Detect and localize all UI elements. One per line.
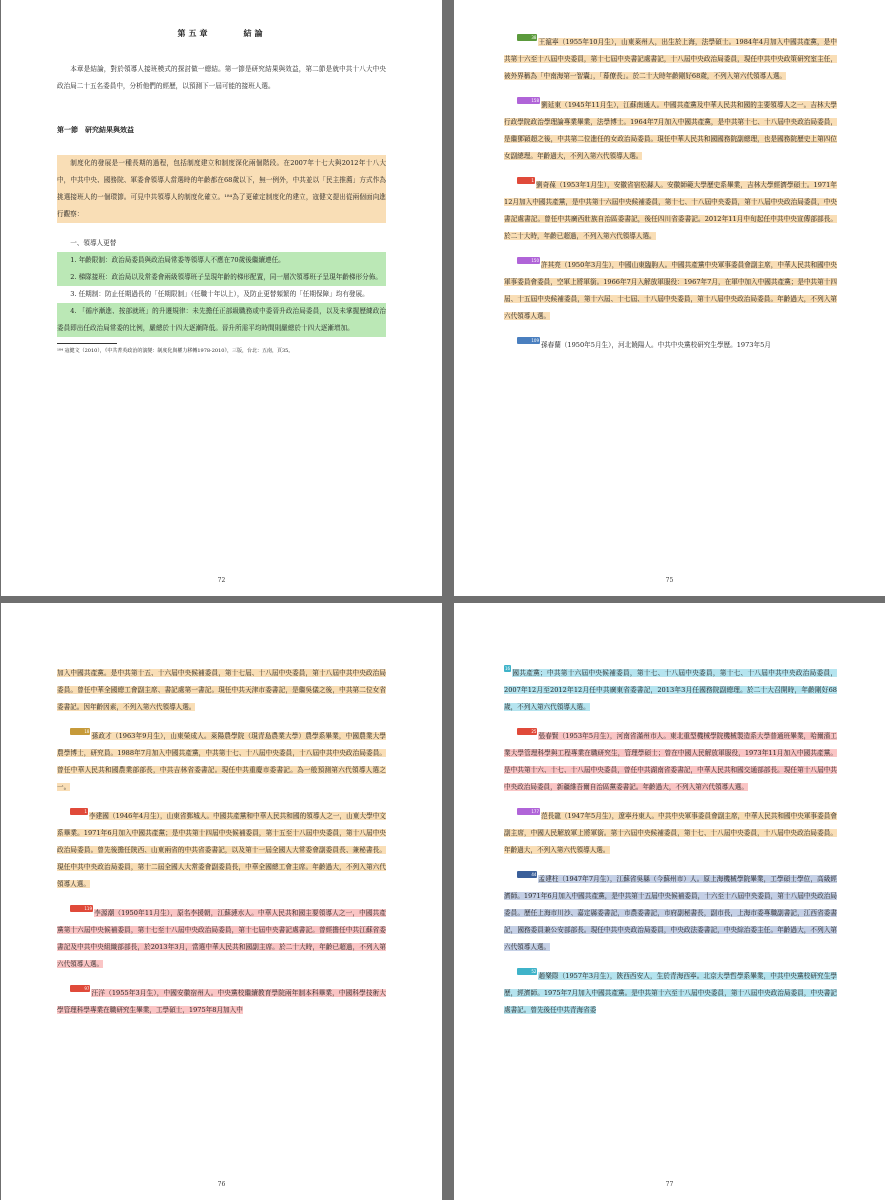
bio-paragraph: 150許其亮（1950年3月生），中國山東臨朐人。中國共產黨中央軍事委員會副主席，中華人民共和國中央軍事委員會委員，空軍上將軍銜。1966年7月入解放軍服役：1967年7月，在軍中加入中國共產黨；是中共第十四屆、十五屆中央候補委員，第十六屆、十七屆、十八屆中央委員，第十八屆中央政治局委員。年齡過大，不列入第六代領導人選。 [504, 258, 837, 320]
page-number: 77 [665, 1181, 674, 1188]
bio-paragraph: 25張春賢（1953年5月生），河南省滿州市人。東北重型機械學院機械製造系大學普通班畢業，哈爾濱工業大學管理科學與工程專業在職研究生，管理學碩士；曾在中國人民解放軍服役，1973年11月加入中國共產黨。是中共第十六、十七、十八屆中央委員，曾任中共湖南省委書記，中華人民共和國交通部部長。現任第十八屆中共中央政治局委員，新疆維吾爾自治區黨委書記。年齡過大，不列入第六代領導人選。 [504, 729, 837, 791]
section-title: 第一節 研究結果與效益 [57, 125, 134, 134]
annotation-tag: 38 [517, 34, 537, 41]
annotation-tag: 25 [517, 728, 537, 735]
bio-paragraph: 16國共產黨；中共第十六屆中央候補委員，第十七、十八屆中央委員，第十七、十八屆中共中央政治局委員，2007年12月至2012年12月任中共廣東省委書記，2013年3月任國務院副總理。於二十大召開時，年齡剛好68歲，不列入第六代領導人選。 [504, 666, 837, 711]
annotation-tag: 119 [70, 905, 93, 912]
list-item-1: 1. 年齡限制：政治局委員與政治局常委等領導人不應在70歲後繼續連任。 [57, 252, 386, 269]
list-title: 一、領導人更替 [70, 239, 117, 247]
page-75 [454, 0, 885, 596]
page-77 [454, 603, 885, 1200]
bio-paragraph: 1劉奇葆（1953年1月生），安徽省宿松縣人。安徽師範大學歷史系畢業，吉林大學經濟學碩士。1971年12月加入中國共產黨，是中共第十六屆中央候補委員，第十七、十八屆中央委員，第十八屆中央政治局委員，中央書記處書記。曾任中共廣西壯族自治區委書記，後任四川省委書記。2012年11月中旬起任中共中央宣傳部部長。於二十大時，年齡已超過，不列入第六代領導人選。 [504, 178, 837, 240]
annotation-tag: 97 [70, 985, 90, 992]
page-number: 75 [665, 577, 674, 584]
footnote: ¹⁸⁴ 寇健文（2010），《中共菁英政治的演變：制度化與權力移轉1978-2010》，三版，台北：五南，頁35。 [57, 348, 294, 354]
bio-paragraph: 97汪洋（1955年3月生），中國安徽宿州人。中央黨校繼續教育學院兩年制本科畢業，中國科學技術大學管理科學專業在職研究生畢業，工學碩士，1975年8月加入中 [57, 986, 386, 1014]
list-item-3: 3. 任期制：防止任期過長的「任期限制」（任職十年以上），及防止更替頻繁的「任期保障」均有發展。 [70, 290, 369, 298]
bio-paragraph: 119李源潮（1950年11月生），原名李援朝，江蘇漣水人。中華人民共和國主要領導人之一，中國共產黨第十六屆中央候補委員，第十七至十八屆中央政治局委員，第十七屆中央書記處書記。曾經擔任中共江蘇省委書記及中共中央組織部部長，於2013年3月，當選中華人民共和國副主席。於二十大時，年齡已超過，不列入第六代領導人選。 [57, 906, 386, 968]
bio-paragraph: 158劉延東（1945年11月生），江蘇南通人。中國共產黨及中華人民共和國的主要領導人之一。吉林大學行政學院政治學理論專業畢業，法學博士。1964年7月加入中國共產黨，是中共第十七、十八屆中央政治局委員，是繼鄧穎超之後，中共第二位進任的女政治局委員。現任中華人民共和國國務院副總理，也是國務院歷史上第四位女副總理。年齡過大，不列入第六代領導人選。 [504, 98, 837, 160]
chapter-intro: 本章是結論，對於領導人接班模式的探討做一總結。第一節是研究結果與效益，第二節是就中共十八大中央政治局二十五名委員中，分析他們的經歷，以預測下一屆可能的接班人選。 [57, 65, 386, 90]
bio-paragraph: 38王滬寧（1955年10月生），山東萊州人，出生於上海，法學碩士。1984年4月加入中國共產黨，是中共第十六至十八屆中央委員，第十七屆中央書記處書記，十八屆中央政治局委員，現任中共中央政策研究室主任，被外界稱為「中南海第一智囊」，「幕僚長」。於二十大時年齡剛好68歲，不列入第六代領導人選。 [504, 35, 837, 80]
page-number: 72 [217, 577, 226, 584]
chapter-title: 第五章 結論 [177, 28, 266, 38]
annotation-tag: 109 [517, 337, 540, 344]
annotation-tag: 150 [517, 257, 540, 264]
bio-paragraph: 加入中國共產黨。是中共第十五、十六屆中央候補委員，第十七屆、十八屆中央委員，第十八屆中共中央政治局委員。曾任中華全國總工會副主席、書記處第一書記。現任中共天津市委書記，是繼吳儀之後，中共第二位女省委書記。因年齡因素，不列入第六代領導人選。 [57, 669, 386, 711]
annotation-tag: 158 [517, 97, 540, 104]
annotation-tag: 44 [517, 871, 537, 878]
annotation-tag: 18 [70, 728, 90, 735]
footnote-divider [57, 343, 117, 344]
bio-paragraph: 109孫春蘭（1950年5月生），河北饒陽人。中共中央黨校研究生學歷。1973年5月 [504, 337, 837, 354]
annotation-tag: 52 [517, 968, 537, 975]
section-paragraph: 制度化的發展是一種長期的過程，包括制度建立和制度深化兩個階段。在2007年十七大與2012年十八大中，中共中央、國務院、軍委會領導人當選時的年齡都在68歲以下，無一例外，中共並以「民主推薦」方式作為挑選接班人的一個環節。可見中共領導人的制度化確立。¹⁸⁴為了更確定制度化的建立，寇健文提出從兩個面向進行觀察： [57, 155, 386, 223]
annotation-tag: 1 [517, 177, 535, 184]
bio-paragraph: 44孟建柱（1947年7月生），江蘇省吳縣（今蘇州市）人。原上海機械學院畢業，工學碩士學位，高級經濟師。1971年6月加入中國共產黨，是中共第十五屆中央候補委員，十六至十八屆中央委員，第十八屆中央政治局委員。歷任上海市川沙、嘉定縣委書記，市農委書記，市府副秘書長，副市長，上海市委專職副書記，江西省委書記，國務委員兼公安部部長。現任中共中央政治局委員，中央政法委書記，中央綜治委主任。年齡過大，不列入第六代領導人選。 [504, 872, 837, 951]
annotation-tag: 1 [70, 808, 88, 815]
page-72 [1, 0, 442, 596]
bio-paragraph: 177范長龍（1947年5月生），遼寧丹東人。中共中央軍事委員會副主席，中華人民共和國中央軍事委員會副主席，中國人民解放軍上將軍銜。第十六屆中央候補委員，第十七、十八屆中央委員，十八屆中央政治局委員。年齡過大，不列入第六代領導人選。 [504, 809, 837, 854]
list-item-2: 2. 梯隊接班：政治局以及常委會兩級領導班子呈現年齡的梯形配置，同一層次領導班子呈現年齡梯形分佈。 [57, 269, 386, 286]
bio-paragraph: 18孫政才（1963年9月生），山東榮成人。萊陽農學院（現青島農業大學）農學系畢業，中國農業大學農學博士，研究員。1988年7月加入中國共產黨，中共第十七、十八屆中央委員，十八屆中共中央政治局委員。曾任中華人民共和國農業部部長，中共吉林省委書記。現任中共重慶市委書記。為一般預測第六代領導人選之一。 [57, 729, 386, 791]
list-item-4: 4. 「循序漸進、按部就班」的升遷規律：未先擔任正部級職務或中委晉升政治局委員，以及未掌握歷練政治委員即出任政治局常委的比例，嚴總於十四大逐漸降低。晉升所需平均時間則嚴總於十四大逐漸增加。 [57, 303, 386, 337]
bio-paragraph: 1李建國（1946年4月生），山東省鄄城人。中國共產黨和中華人民共和國的領導人之一，山東大學中文系畢業。1971年6月加入中國共產黨；是中共第十四屆中央候補委員，第十五至十八屆中央委員，第十八屆中央政治局委員。曾先後擔任陝西、山東兩省的中共省委書記，以及第十一屆全國人大常委會副委員長、兼秘書長。現任中共中央政治局委員，第十二屆全國人大常委會副委員長，中華全國總工會主席。年齡過大，不列入第六代領導人選。 [57, 809, 386, 888]
annotation-tag: 16 [505, 666, 511, 671]
annotation-tag: 177 [517, 808, 540, 815]
bio-paragraph: 52趙樂際（1957年3月生），陝西西安人，生於青海西寧。北京大學哲學系畢業，中共中央黨校研究生學歷，經濟師。1975年7月加入中國共產黨。是中共第十六至十八屆中央委員，第十八屆中央政治局委員，中央書記處書記。曾先後任中共青海省委 [504, 969, 837, 1014]
page-number: 76 [217, 1181, 226, 1188]
page-76 [1, 603, 442, 1200]
